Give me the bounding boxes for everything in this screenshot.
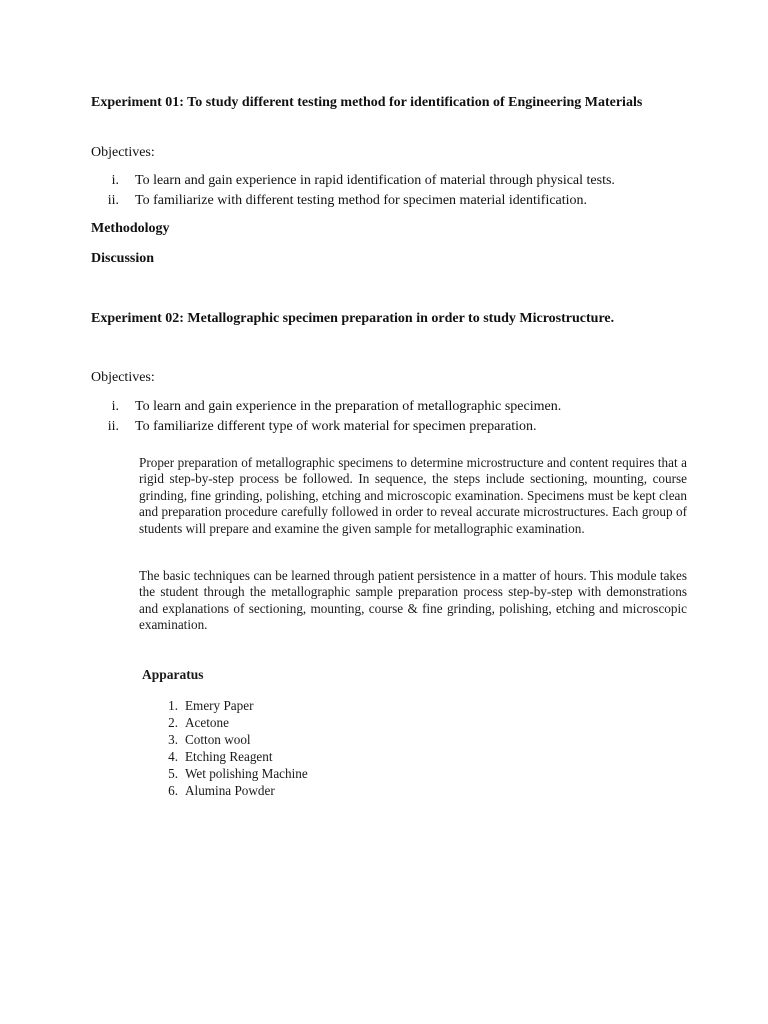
experiment-1-objectives-label: Objectives: bbox=[91, 145, 155, 160]
experiment-2-objectives-label: Objectives: bbox=[91, 370, 155, 385]
list-item bbox=[91, 191, 691, 211]
list-item bbox=[91, 397, 691, 417]
list-item bbox=[160, 731, 420, 748]
list-item-text: To learn and gain experience in the preparation of metallographic specimen. bbox=[135, 399, 562, 414]
list-item-text: To familiarize with different testing method for specimen material identification. bbox=[135, 193, 588, 208]
list-item bbox=[91, 171, 691, 191]
intro-paragraph: Proper preparation of metallographic specimens to determine microstructure and content requires that a rigid step-by-step process be followed. In sequence, the steps include sectioning, mounting, course grinding, fine grinding, polishing, etching and microscopic examination. Specimens must be kept clean and preparation procedure carefully followed in order to reveal accurate microstructures. Each group of students will prepare and examine the given sample for metallographic examination. bbox=[139, 455, 687, 536]
list-item-text: Acetone bbox=[185, 715, 229, 730]
list-item-text: To learn and gain experience in rapid identification of material through physical tests. bbox=[135, 173, 615, 188]
list-item-number: ii. bbox=[107, 193, 119, 208]
list-item-number: 6. bbox=[168, 783, 178, 798]
list-item-number: ii. bbox=[107, 419, 119, 434]
experiment-2-title: Experiment 02: Metallographic specimen preparation in order to study Microstructure. bbox=[91, 311, 615, 326]
experiment-2-objectives-list bbox=[91, 397, 691, 437]
list-item-number: 2. bbox=[168, 715, 178, 730]
list-item-number: 3. bbox=[168, 732, 178, 747]
list-item-number: i. bbox=[111, 173, 119, 188]
discussion-heading: Discussion bbox=[91, 251, 155, 266]
list-item-text: To familiarize different type of work material for specimen preparation. bbox=[135, 419, 537, 434]
list-item bbox=[160, 782, 420, 799]
list-item-number: 1. bbox=[168, 698, 178, 713]
list-item-text: Wet polishing Machine bbox=[185, 766, 308, 781]
list-item-text: Cotton wool bbox=[185, 732, 251, 747]
techniques-paragraph: The basic techniques can be learned through patient persistence in a matter of hours. This module takes the student through the metallographic sample preparation process step-by-step with demonstrations and explanations of sectioning, mounting, course & fine grinding, polishing, etching and microscopic examination. bbox=[139, 568, 687, 633]
list-item-text: Alumina Powder bbox=[185, 783, 275, 798]
list-item-number: i. bbox=[111, 399, 119, 414]
list-item bbox=[160, 714, 420, 731]
list-item-text: Emery Paper bbox=[185, 698, 254, 713]
list-item-number: 5. bbox=[168, 766, 178, 781]
list-item-number: 4. bbox=[168, 749, 178, 764]
list-item-text: Etching Reagent bbox=[185, 749, 273, 764]
list-item bbox=[160, 697, 420, 714]
apparatus-list bbox=[160, 697, 420, 799]
experiment-1-title: Experiment 01: To study different testing method for identification of Engineering Materials bbox=[91, 95, 643, 110]
list-item bbox=[160, 765, 420, 782]
list-item bbox=[160, 748, 420, 765]
apparatus-heading: Apparatus bbox=[142, 667, 204, 682]
list-item bbox=[91, 417, 691, 437]
methodology-heading: Methodology bbox=[91, 221, 170, 236]
experiment-1-objectives-list bbox=[91, 171, 691, 211]
